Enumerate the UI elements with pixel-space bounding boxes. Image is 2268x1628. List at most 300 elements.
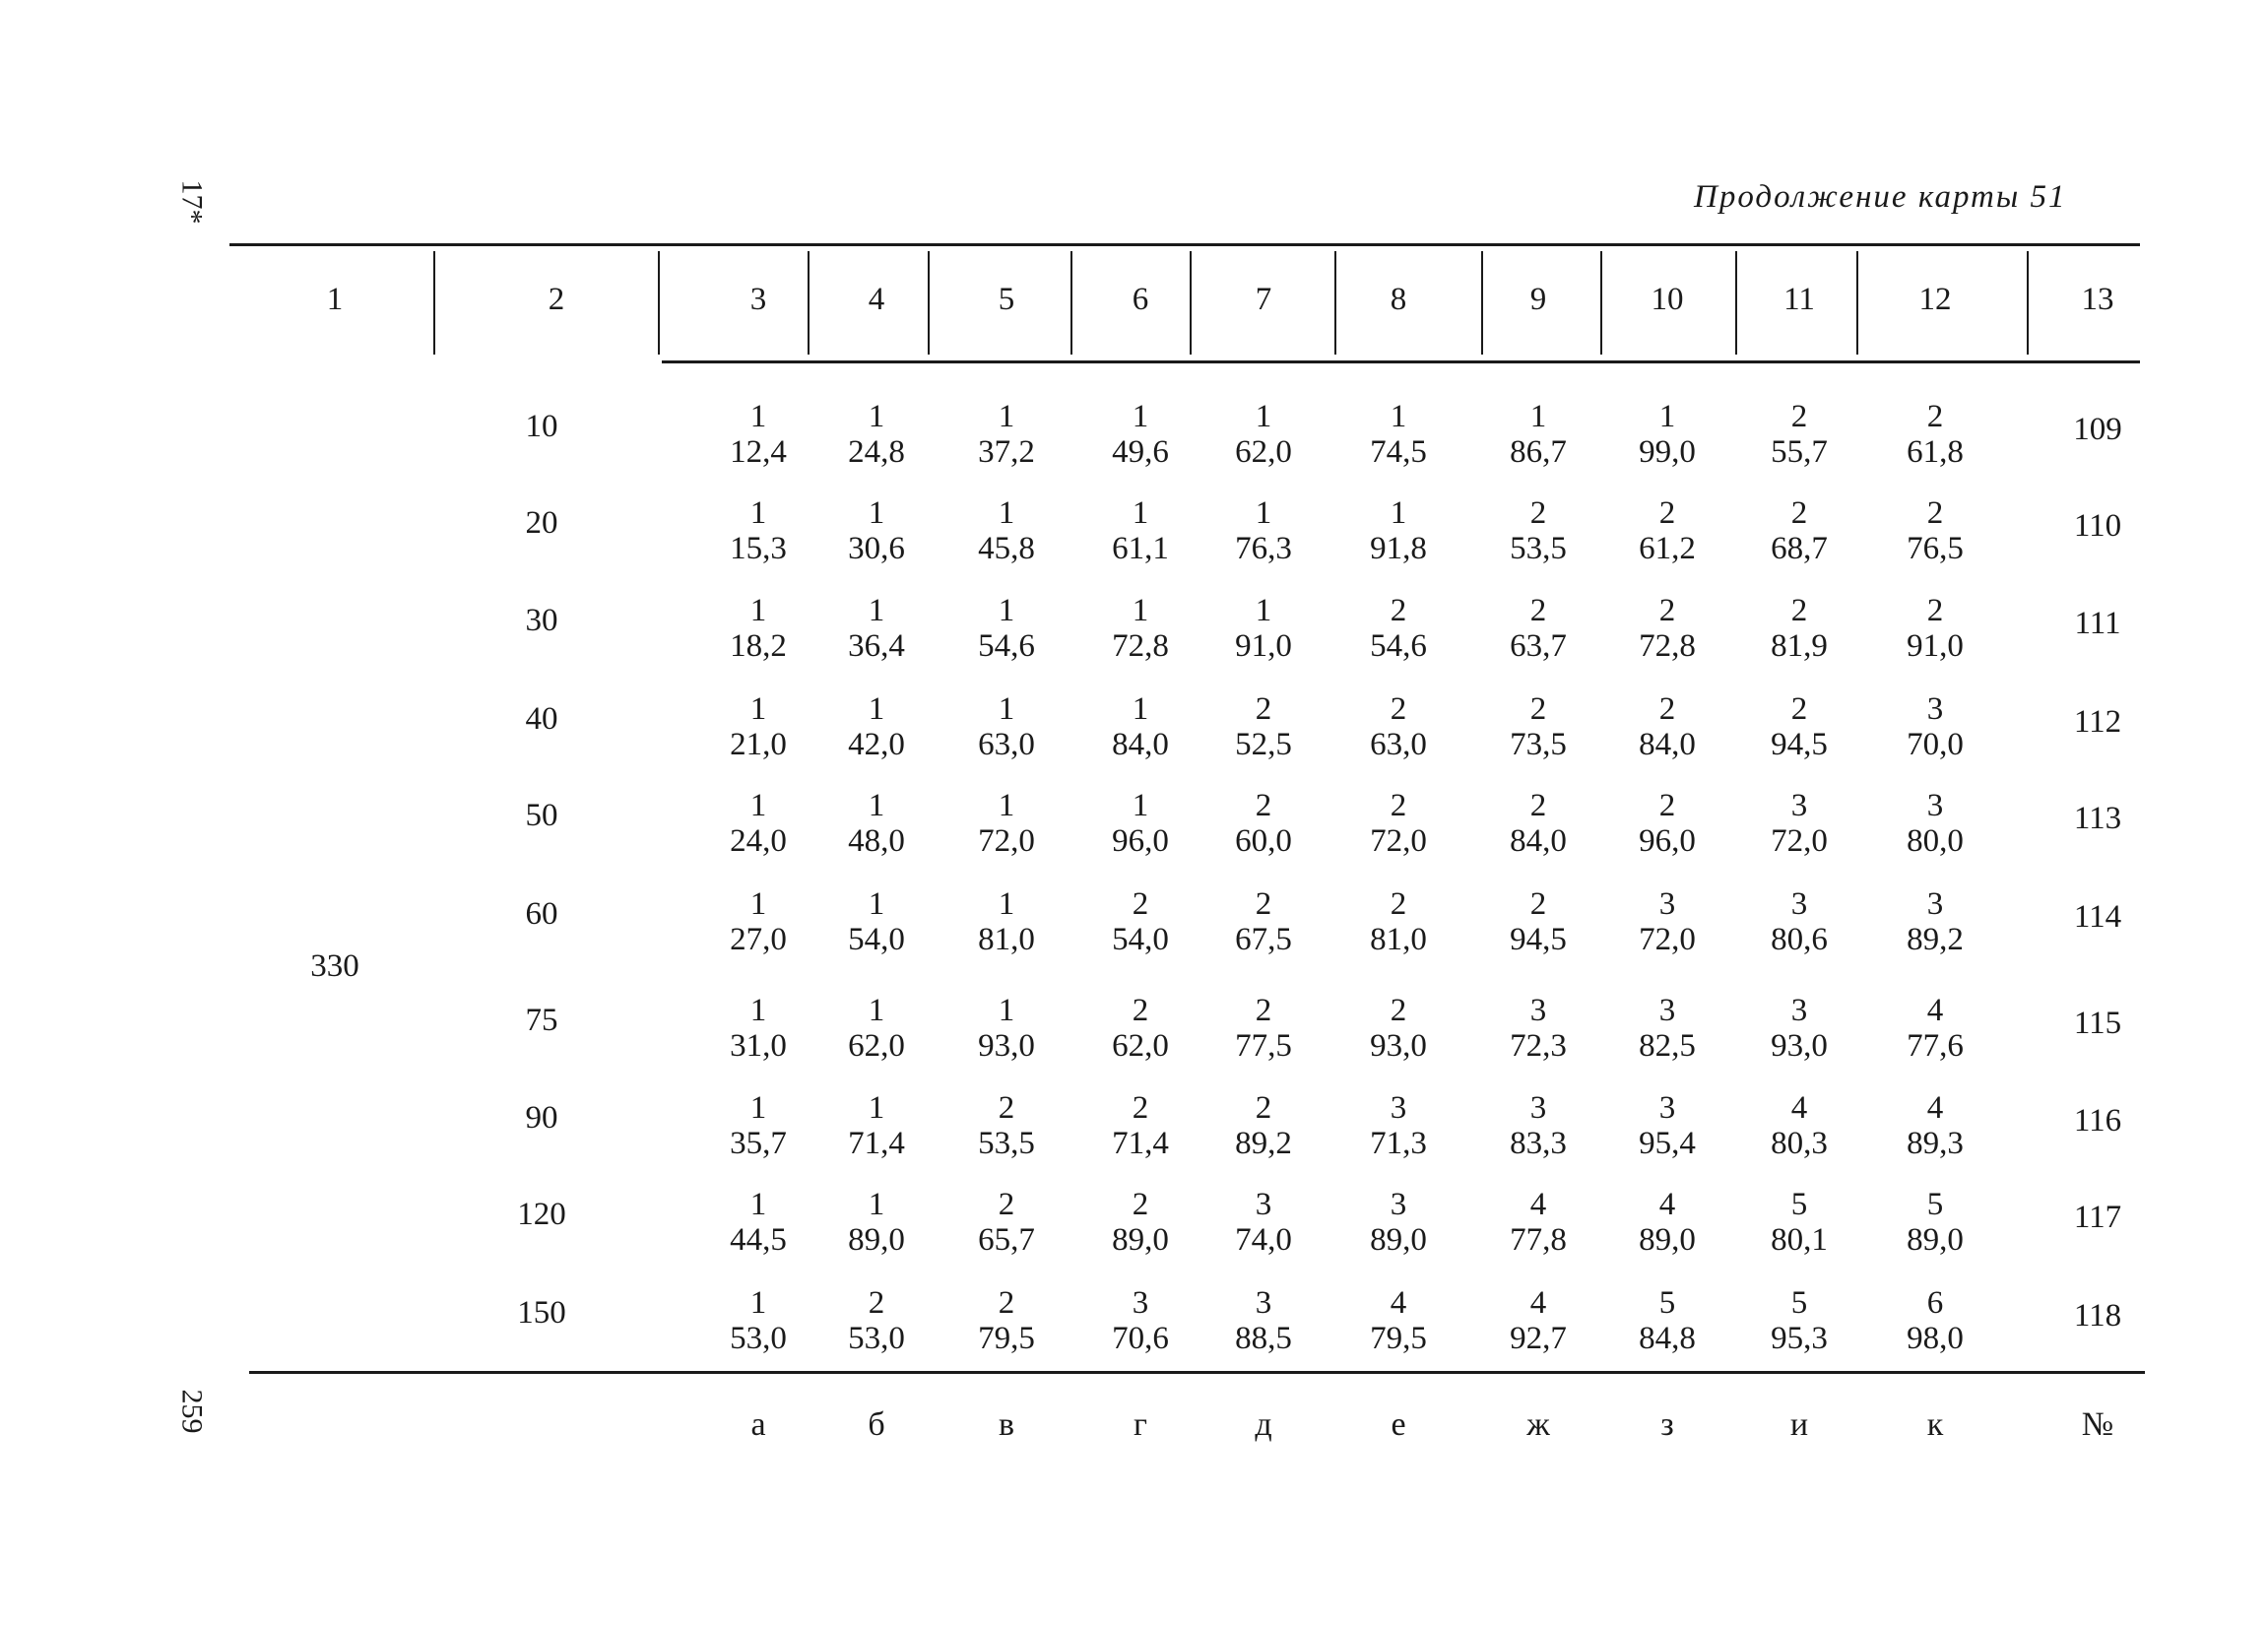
- row-label: 75: [525, 1003, 558, 1038]
- table-cell: [694, 993, 822, 1064]
- cell-value: 89,0: [1370, 1222, 1427, 1258]
- header-divider: [1190, 251, 1192, 355]
- cell-value: 80,6: [1771, 922, 1828, 957]
- table-cell: [1735, 993, 1863, 1064]
- cell-value: 37,2: [978, 434, 1035, 470]
- table-cell: [1199, 691, 1328, 762]
- cell-count: 1: [868, 1187, 885, 1222]
- table-cell: [942, 399, 1070, 470]
- table-cell: [1735, 495, 1863, 566]
- row-number: 113: [2073, 801, 2122, 836]
- cell-count: 2: [1529, 495, 1547, 531]
- table-cell: [1603, 691, 1731, 762]
- table-cell: [1474, 1187, 1602, 1258]
- row-number: 109: [2073, 412, 2122, 447]
- cell-value: 73,5: [1510, 727, 1567, 762]
- table-cell: [812, 1187, 940, 1258]
- cell-value: 92,7: [1510, 1321, 1567, 1356]
- cell-count: 1: [749, 1090, 767, 1126]
- table-cell: [694, 1090, 822, 1161]
- cell-value: 98,0: [1907, 1321, 1964, 1356]
- table-cell: [812, 593, 940, 664]
- table-cell: [1334, 399, 1462, 470]
- cell-count: 1: [998, 788, 1015, 823]
- cell-count: 2: [868, 1285, 885, 1321]
- table-cell: [1603, 1187, 1731, 1258]
- cell-value: 96,0: [1639, 823, 1696, 859]
- cell-count: 3: [1658, 1090, 1676, 1126]
- column-header: 7: [1255, 282, 1272, 317]
- cell-value: 84,0: [1510, 823, 1567, 859]
- cell-count: 2: [1255, 788, 1272, 823]
- table-cell: [1603, 788, 1731, 859]
- header-divider: [1481, 251, 1483, 355]
- cell-count: 3: [1529, 1090, 1547, 1126]
- footer-letter: ж: [1526, 1406, 1550, 1443]
- column-header: 2: [548, 282, 565, 317]
- cell-value: 62,0: [848, 1028, 905, 1064]
- cell-count: 1: [1132, 593, 1149, 628]
- cell-count: 1: [749, 691, 767, 727]
- table-cell: [1199, 788, 1328, 859]
- table-cell: [812, 1090, 940, 1161]
- table-cell: [1199, 399, 1328, 470]
- cell-count: 3: [1255, 1187, 1272, 1222]
- cell-count: 1: [749, 399, 767, 434]
- cell-count: 5: [1790, 1285, 1808, 1321]
- table-cell: [694, 886, 822, 957]
- cell-count: 4: [1926, 993, 1944, 1028]
- table-cell: [1199, 495, 1328, 566]
- table-cell: [1474, 886, 1602, 957]
- cell-value: 89,0: [1112, 1222, 1169, 1258]
- cell-count: 3: [1926, 691, 1944, 727]
- cell-value: 95,4: [1639, 1126, 1696, 1161]
- cell-value: 72,3: [1510, 1028, 1567, 1064]
- cell-count: 1: [1132, 399, 1149, 434]
- table-cell: [1603, 593, 1731, 664]
- cell-count: 2: [1132, 993, 1149, 1028]
- cell-value: 67,5: [1235, 922, 1292, 957]
- cell-count: 2: [1658, 691, 1676, 727]
- cell-count: 1: [868, 886, 885, 922]
- table-cell: [1076, 788, 1204, 859]
- cell-count: 2: [998, 1090, 1015, 1126]
- cell-count: 1: [998, 993, 1015, 1028]
- cell-count: 1: [749, 788, 767, 823]
- table-cell: [1871, 495, 1999, 566]
- cell-value: 62,0: [1112, 1028, 1169, 1064]
- cell-value: 74,5: [1370, 434, 1427, 470]
- cell-value: 54,0: [848, 922, 905, 957]
- table-cell: [1334, 1187, 1462, 1258]
- cell-count: 1: [998, 691, 1015, 727]
- cell-value: 45,8: [978, 531, 1035, 566]
- cell-count: 5: [1926, 1187, 1944, 1222]
- row-label: 60: [525, 896, 558, 932]
- table-cell: [1076, 691, 1204, 762]
- table-cell: [812, 993, 940, 1064]
- footer-letter: е: [1391, 1406, 1406, 1443]
- table-bottom-rule: [249, 1371, 2145, 1374]
- footer-letter: а: [750, 1406, 766, 1443]
- cell-count: 4: [1658, 1187, 1676, 1222]
- cell-count: 4: [1529, 1187, 1547, 1222]
- table-cell: [694, 1187, 822, 1258]
- column-header: 12: [1918, 282, 1952, 317]
- cell-value: 94,5: [1771, 727, 1828, 762]
- cell-value: 72,0: [978, 823, 1035, 859]
- table-cell: [1199, 593, 1328, 664]
- cell-value: 71,4: [848, 1126, 905, 1161]
- cell-count: 1: [1529, 399, 1547, 434]
- row-label: 150: [517, 1295, 566, 1331]
- cell-count: 6: [1926, 1285, 1944, 1321]
- cell-value: 89,2: [1235, 1126, 1292, 1161]
- page-number-bottom: 259: [175, 1389, 209, 1434]
- table-cell: [1334, 691, 1462, 762]
- cell-value: 48,0: [848, 823, 905, 859]
- cell-value: 81,0: [978, 922, 1035, 957]
- footer-letter: з: [1660, 1406, 1674, 1443]
- cell-count: 5: [1790, 1187, 1808, 1222]
- cell-value: 15,3: [730, 531, 787, 566]
- cell-count: 1: [749, 1285, 767, 1321]
- table-cell: [1474, 993, 1602, 1064]
- cell-count: 4: [1529, 1285, 1547, 1321]
- cell-value: 79,5: [978, 1321, 1035, 1356]
- table-cell: [1735, 1285, 1863, 1356]
- row-number: 111: [2074, 606, 2121, 641]
- table-cell: [942, 886, 1070, 957]
- cell-value: 30,6: [848, 531, 905, 566]
- cell-value: 18,2: [730, 628, 787, 664]
- cell-value: 80,3: [1771, 1126, 1828, 1161]
- cell-count: 2: [1790, 399, 1808, 434]
- cell-value: 84,8: [1639, 1321, 1696, 1356]
- cell-value: 72,0: [1370, 823, 1427, 859]
- cell-value: 99,0: [1639, 434, 1696, 470]
- table-cell: [1735, 1090, 1863, 1161]
- table-cell: [1334, 1285, 1462, 1356]
- table-cell: [1735, 788, 1863, 859]
- cell-value: 95,3: [1771, 1321, 1828, 1356]
- table-cell: [1735, 1187, 1863, 1258]
- cell-count: 2: [1390, 593, 1407, 628]
- table-cell: [1871, 1090, 1999, 1161]
- cell-count: 4: [1790, 1090, 1808, 1126]
- table-cell: [1076, 886, 1204, 957]
- cell-value: 63,0: [978, 727, 1035, 762]
- cell-value: 63,0: [1370, 727, 1427, 762]
- cell-value: 89,2: [1907, 922, 1964, 957]
- cell-value: 62,0: [1235, 434, 1292, 470]
- cell-count: 1: [998, 593, 1015, 628]
- column-header: 10: [1651, 282, 1684, 317]
- cell-value: 42,0: [848, 727, 905, 762]
- cell-count: 1: [749, 593, 767, 628]
- header-bottom-rule: [662, 360, 2140, 363]
- cell-value: 80,0: [1907, 823, 1964, 859]
- table-cell: [1334, 993, 1462, 1064]
- cell-value: 71,4: [1112, 1126, 1169, 1161]
- table-cell: [1603, 495, 1731, 566]
- header-divider: [1334, 251, 1336, 355]
- cell-value: 81,9: [1771, 628, 1828, 664]
- cell-value: 91,0: [1907, 628, 1964, 664]
- column-header: 13: [2081, 282, 2114, 317]
- cell-count: 2: [1926, 593, 1944, 628]
- cell-value: 91,8: [1370, 531, 1427, 566]
- cell-count: 2: [1926, 495, 1944, 531]
- table-cell: [1603, 993, 1731, 1064]
- footer-letter: и: [1789, 1406, 1809, 1443]
- table-cell: [942, 691, 1070, 762]
- table-cell: [1474, 399, 1602, 470]
- cell-count: 2: [1390, 993, 1407, 1028]
- cell-value: 72,8: [1112, 628, 1169, 664]
- header-divider: [1856, 251, 1858, 355]
- cell-count: 3: [1658, 993, 1676, 1028]
- cell-value: 72,0: [1771, 823, 1828, 859]
- cell-value: 72,0: [1639, 922, 1696, 957]
- cell-value: 36,4: [848, 628, 905, 664]
- cell-count: 4: [1390, 1285, 1407, 1321]
- row-label: 50: [525, 798, 558, 833]
- cell-count: 1: [998, 886, 1015, 922]
- cell-value: 89,0: [1907, 1222, 1964, 1258]
- cell-value: 44,5: [730, 1222, 787, 1258]
- cell-count: 4: [1926, 1090, 1944, 1126]
- table-cell: [1334, 1090, 1462, 1161]
- header-divider: [1070, 251, 1072, 355]
- row-label: 20: [525, 505, 558, 541]
- cell-count: 2: [1255, 886, 1272, 922]
- column-header: 3: [749, 282, 767, 317]
- cell-count: 1: [1255, 399, 1272, 434]
- table-cell: [1199, 993, 1328, 1064]
- cell-count: 3: [1658, 886, 1676, 922]
- table-cell: [1603, 1090, 1731, 1161]
- cell-count: 1: [1132, 691, 1149, 727]
- table-cell: [812, 788, 940, 859]
- header-divider: [658, 251, 660, 355]
- cell-count: 1: [1132, 788, 1149, 823]
- cell-count: 2: [1529, 788, 1547, 823]
- table-cell: [1735, 593, 1863, 664]
- cell-value: 93,0: [978, 1028, 1035, 1064]
- table-cell: [1199, 1090, 1328, 1161]
- cell-value: 79,5: [1370, 1321, 1427, 1356]
- footer-letter: в: [998, 1406, 1015, 1443]
- cell-count: 3: [1926, 886, 1944, 922]
- cell-count: 3: [1529, 993, 1547, 1028]
- cell-count: 2: [1132, 886, 1149, 922]
- column-header: 6: [1132, 282, 1149, 317]
- cell-count: 1: [749, 1187, 767, 1222]
- table-cell: [1076, 593, 1204, 664]
- cell-value: 83,3: [1510, 1126, 1567, 1161]
- cell-count: 1: [868, 788, 885, 823]
- cell-count: 1: [868, 495, 885, 531]
- cell-value: 70,0: [1907, 727, 1964, 762]
- row-label: 90: [525, 1100, 558, 1136]
- cell-value: 24,0: [730, 823, 787, 859]
- page-number-top: 17*: [175, 179, 209, 225]
- table-cell: [812, 1285, 940, 1356]
- cell-value: 89,0: [848, 1222, 905, 1258]
- table-cell: [942, 593, 1070, 664]
- table-cell: [1199, 886, 1328, 957]
- table-cell: [1076, 1187, 1204, 1258]
- cell-value: 53,5: [978, 1126, 1035, 1161]
- table-cell: [942, 1187, 1070, 1258]
- row-number: 114: [2073, 899, 2122, 935]
- cell-count: 5: [1658, 1285, 1676, 1321]
- table-cell: [1474, 788, 1602, 859]
- cell-value: 96,0: [1112, 823, 1169, 859]
- cell-count: 2: [1658, 593, 1676, 628]
- cell-value: 89,3: [1907, 1126, 1964, 1161]
- cell-value: 76,3: [1235, 531, 1292, 566]
- footer-letter: г: [1134, 1406, 1147, 1443]
- cell-value: 53,5: [1510, 531, 1567, 566]
- table-cell: [1474, 495, 1602, 566]
- cell-count: 2: [1926, 399, 1944, 434]
- cell-count: 2: [1390, 886, 1407, 922]
- cell-value: 91,0: [1235, 628, 1292, 664]
- table-cell: [942, 495, 1070, 566]
- table-cell: [1871, 993, 1999, 1064]
- table-cell: [1474, 1090, 1602, 1161]
- table-cell: [1735, 691, 1863, 762]
- cell-count: 2: [1790, 495, 1808, 531]
- cell-value: 12,4: [730, 434, 787, 470]
- cell-count: 2: [998, 1187, 1015, 1222]
- cell-count: 2: [1529, 593, 1547, 628]
- table-cell: [1871, 1187, 1999, 1258]
- cell-count: 3: [1255, 1285, 1272, 1321]
- cell-count: 1: [1132, 495, 1149, 531]
- row-number: 115: [2073, 1006, 2122, 1041]
- table-cell: [1871, 399, 1999, 470]
- cell-count: 1: [1390, 399, 1407, 434]
- cell-value: 94,5: [1510, 922, 1567, 957]
- table-cell: [1076, 1090, 1204, 1161]
- cell-value: 89,0: [1639, 1222, 1696, 1258]
- cell-value: 74,0: [1235, 1222, 1292, 1258]
- cell-count: 2: [1658, 788, 1676, 823]
- table-cell: [812, 691, 940, 762]
- row-number: 118: [2073, 1298, 2122, 1334]
- cell-count: 1: [868, 399, 885, 434]
- table-top-rule: [229, 243, 2140, 246]
- row-number: 116: [2073, 1103, 2122, 1139]
- cell-value: 54,0: [1112, 922, 1169, 957]
- header-divider: [1735, 251, 1737, 355]
- cell-count: 3: [1390, 1187, 1407, 1222]
- cell-count: 2: [1390, 788, 1407, 823]
- table-cell: [1474, 593, 1602, 664]
- table-cell: [942, 1090, 1070, 1161]
- table-cell: [1871, 788, 1999, 859]
- table-cell: [694, 593, 822, 664]
- cell-count: 2: [1790, 691, 1808, 727]
- table-cell: [1603, 1285, 1731, 1356]
- table-cell: [694, 495, 822, 566]
- cell-value: 52,5: [1235, 727, 1292, 762]
- footer-letter: б: [868, 1406, 885, 1443]
- cell-count: 3: [1790, 788, 1808, 823]
- table-cell: [812, 495, 940, 566]
- table-cell: [1871, 593, 1999, 664]
- column-header: 8: [1390, 282, 1407, 317]
- cell-value: 53,0: [848, 1321, 905, 1356]
- table-cell: [942, 788, 1070, 859]
- cell-value: 54,6: [1370, 628, 1427, 664]
- cell-value: 88,5: [1235, 1321, 1292, 1356]
- cell-count: 2: [1529, 691, 1547, 727]
- cell-count: 3: [1790, 886, 1808, 922]
- cell-value: 49,6: [1112, 434, 1169, 470]
- column-header: 1: [326, 282, 344, 317]
- cell-count: 1: [1255, 593, 1272, 628]
- cell-value: 54,6: [978, 628, 1035, 664]
- cell-count: 1: [868, 1090, 885, 1126]
- cell-count: 1: [868, 593, 885, 628]
- cell-value: 70,6: [1112, 1321, 1169, 1356]
- cell-count: 1: [868, 993, 885, 1028]
- table-cell: [1076, 1285, 1204, 1356]
- row-number: 112: [2073, 704, 2122, 740]
- cell-count: 2: [1390, 691, 1407, 727]
- footer-letter: к: [1926, 1406, 1944, 1443]
- header-divider: [1600, 251, 1602, 355]
- table-cell: [694, 1285, 822, 1356]
- group-value: 330: [310, 948, 359, 984]
- table-cell: [1603, 886, 1731, 957]
- table-cell: [1334, 593, 1462, 664]
- column-header: 5: [998, 282, 1015, 317]
- cell-count: 2: [1790, 593, 1808, 628]
- cell-value: 27,0: [730, 922, 787, 957]
- cell-value: 60,0: [1235, 823, 1292, 859]
- cell-count: 3: [1926, 788, 1944, 823]
- cell-value: 55,7: [1771, 434, 1828, 470]
- table-cell: [1334, 788, 1462, 859]
- cell-value: 31,0: [730, 1028, 787, 1064]
- cell-value: 71,3: [1370, 1126, 1427, 1161]
- cell-count: 2: [1658, 495, 1676, 531]
- cell-value: 61,1: [1112, 531, 1169, 566]
- table-cell: [1871, 1285, 1999, 1356]
- cell-value: 93,0: [1771, 1028, 1828, 1064]
- header-divider: [2027, 251, 2029, 355]
- header-divider: [433, 251, 435, 355]
- table-cell: [1871, 886, 1999, 957]
- table-cell: [1735, 886, 1863, 957]
- cell-value: 53,0: [730, 1321, 787, 1356]
- cell-count: 1: [998, 495, 1015, 531]
- cell-value: 84,0: [1112, 727, 1169, 762]
- cell-count: 1: [749, 993, 767, 1028]
- table-cell: [1603, 399, 1731, 470]
- cell-value: 93,0: [1370, 1028, 1427, 1064]
- cell-count: 2: [1255, 1090, 1272, 1126]
- row-label: 30: [525, 603, 558, 638]
- row-label: 40: [525, 701, 558, 737]
- cell-value: 80,1: [1771, 1222, 1828, 1258]
